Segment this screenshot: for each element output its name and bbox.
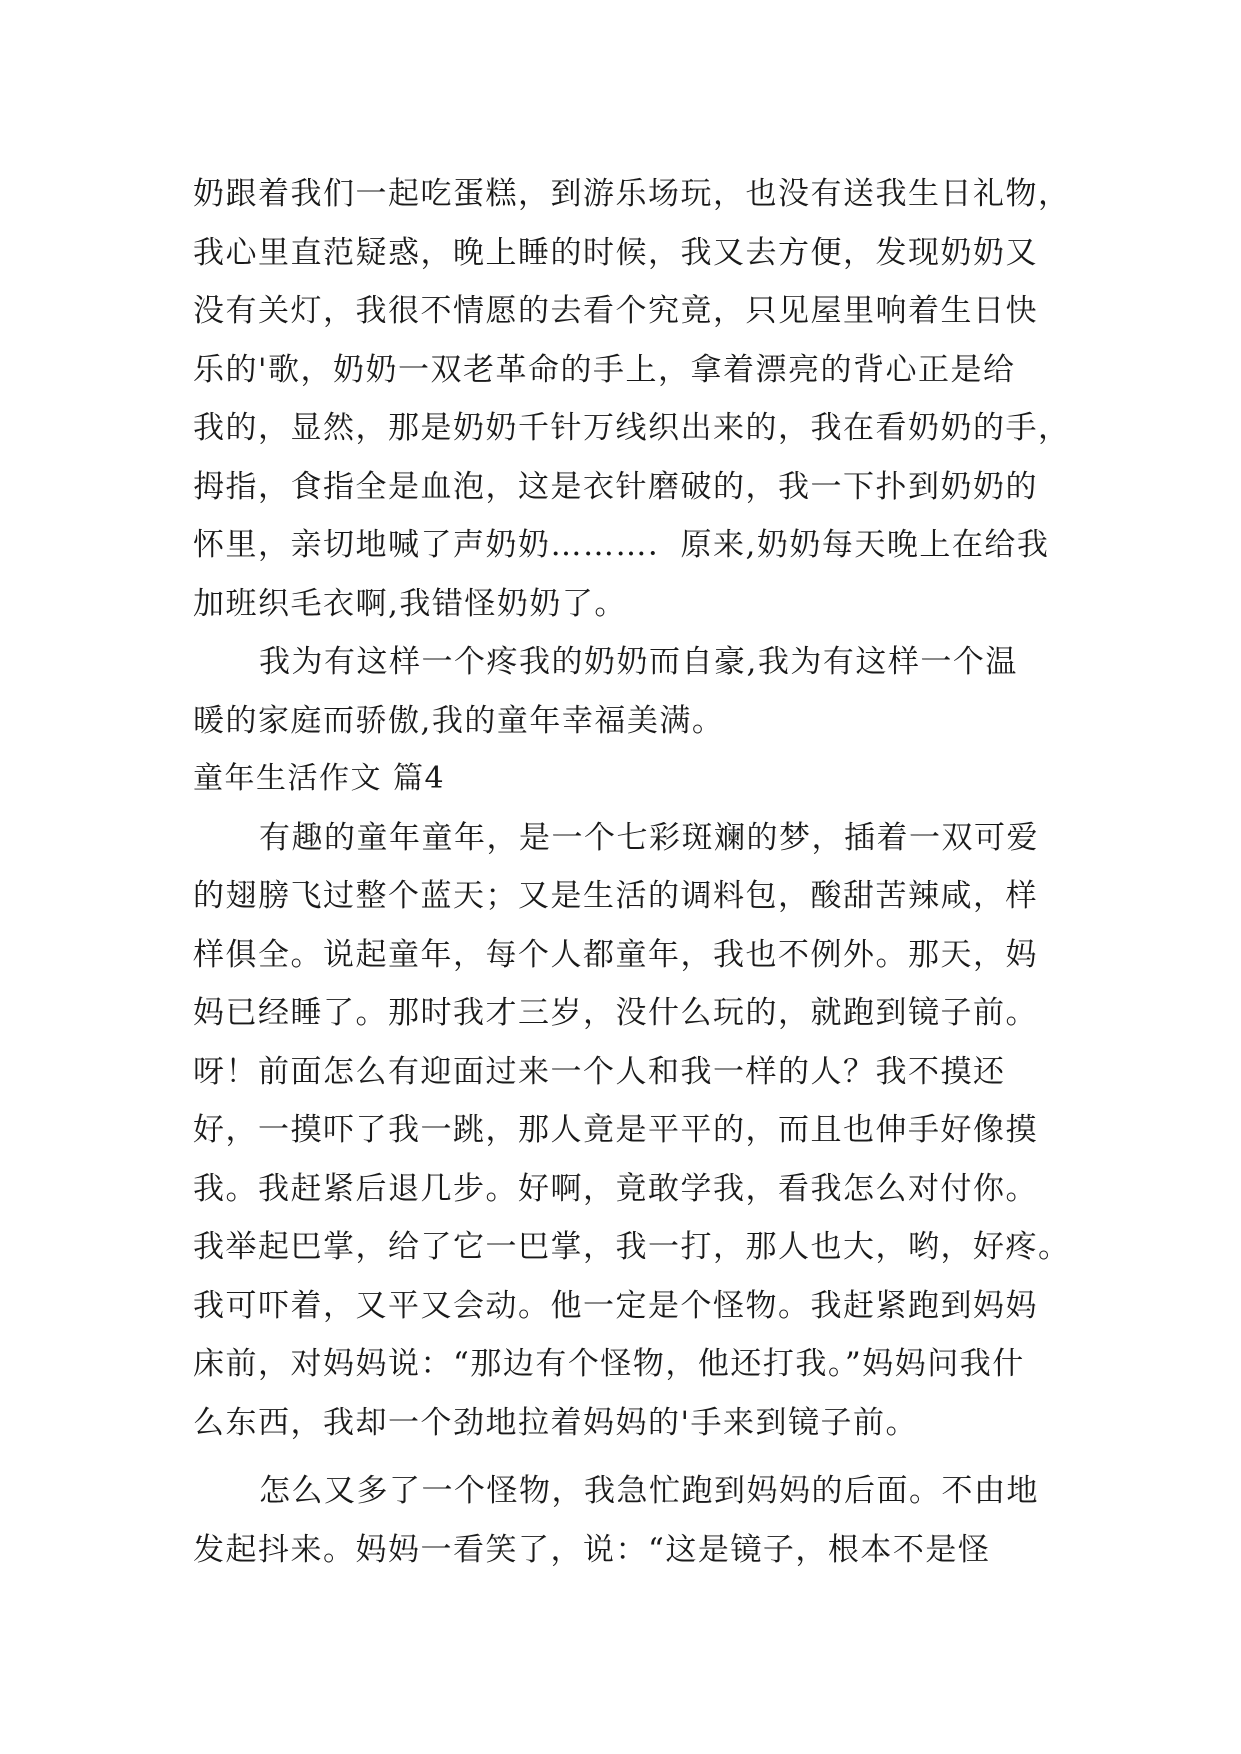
article-body — [193, 165, 1071, 1579]
paragraph-grandma-birthday — [193, 165, 1071, 633]
text-line: 奶跟着我们一起吃蛋糕，到游乐场玩，也没有送我生日礼物， — [193, 176, 1071, 212]
text-line: 我。我赶紧后退几步。好啊，竟敢学我，看我怎么对付你。 — [193, 1170, 1038, 1207]
text-line: 我举起巴掌，给了它一巴掌，我一打，那人也大，哟，好疼。 — [193, 1229, 1071, 1265]
text-line: 床前，对妈妈说：“那边有个怪物，他还打我。”妈妈问我什 — [193, 1346, 1025, 1382]
text-line: 没有关灯，我很不情愿的去看个究竟，只见屋里响着生日快 — [193, 293, 1038, 329]
text-line: 的翅膀飞过整个蓝天；又是生活的调料包，酸甜苦辣咸，样 — [193, 878, 1038, 914]
text-line: 我为有这样一个疼我的奶奶而自豪,我为有这样一个温 — [259, 644, 1018, 680]
text-line: 么东西，我却一个劲地拉着妈妈的'手来到镜子前。 — [193, 1404, 919, 1441]
text-line: 我的，显然，那是奶奶千针万线织出来的，我在看奶奶的手， — [193, 410, 1071, 446]
text-line: 我可吓着，又平又会动。他一定是个怪物。我赶紧跑到妈妈 — [193, 1287, 1038, 1324]
text-line: 妈已经睡了。那时我才三岁，没什么玩的，就跑到镜子前。 — [193, 995, 1038, 1031]
paragraph-another-monster — [193, 1462, 1058, 1579]
section-heading: 童年生活作文 篇4 — [193, 761, 446, 796]
paragraph-proud-family — [193, 633, 1058, 750]
text-line: 怎么又多了一个怪物，我急忙跑到妈妈的后面。不由地 — [259, 1473, 1039, 1509]
text-line: 发起抖来。妈妈一看笑了，说：“这是镜子，根本不是怪 — [193, 1531, 991, 1568]
text-line: 我心里直范疑惑，晚上睡的时候，我又去方便，发现奶奶又 — [193, 234, 1038, 271]
paragraph-mirror-story — [193, 809, 1071, 1453]
text-line: 加班织毛衣啊,我错怪奶奶了。 — [193, 585, 627, 622]
text-line: 有趣的童年童年，是一个七彩斑斓的梦，插着一双可爱 — [259, 819, 1039, 856]
text-line: 拇指，食指全是血泡，这是衣针磨破的，我一下扑到奶奶的 — [193, 468, 1038, 505]
text-line: 怀里，亲切地喊了声奶奶………．原来,奶奶每天晚上在给我 — [193, 527, 1050, 563]
text-line: 呀！前面怎么有迎面过来一个人和我一样的人？我不摸还 — [193, 1053, 1006, 1090]
text-line: 好，一摸吓了我一跳，那人竟是平平的，而且也伸手好像摸 — [193, 1112, 1038, 1148]
text-line: 乐的'歌，奶奶一双老革命的手上，拿着漂亮的背心正是给 — [193, 351, 1016, 388]
text-line: 暖的家庭而骄傲,我的童年幸福美满。 — [193, 702, 725, 739]
text-line: 样俱全。说起童年，每个人都童年，我也不例外。那天，妈 — [193, 936, 1038, 973]
